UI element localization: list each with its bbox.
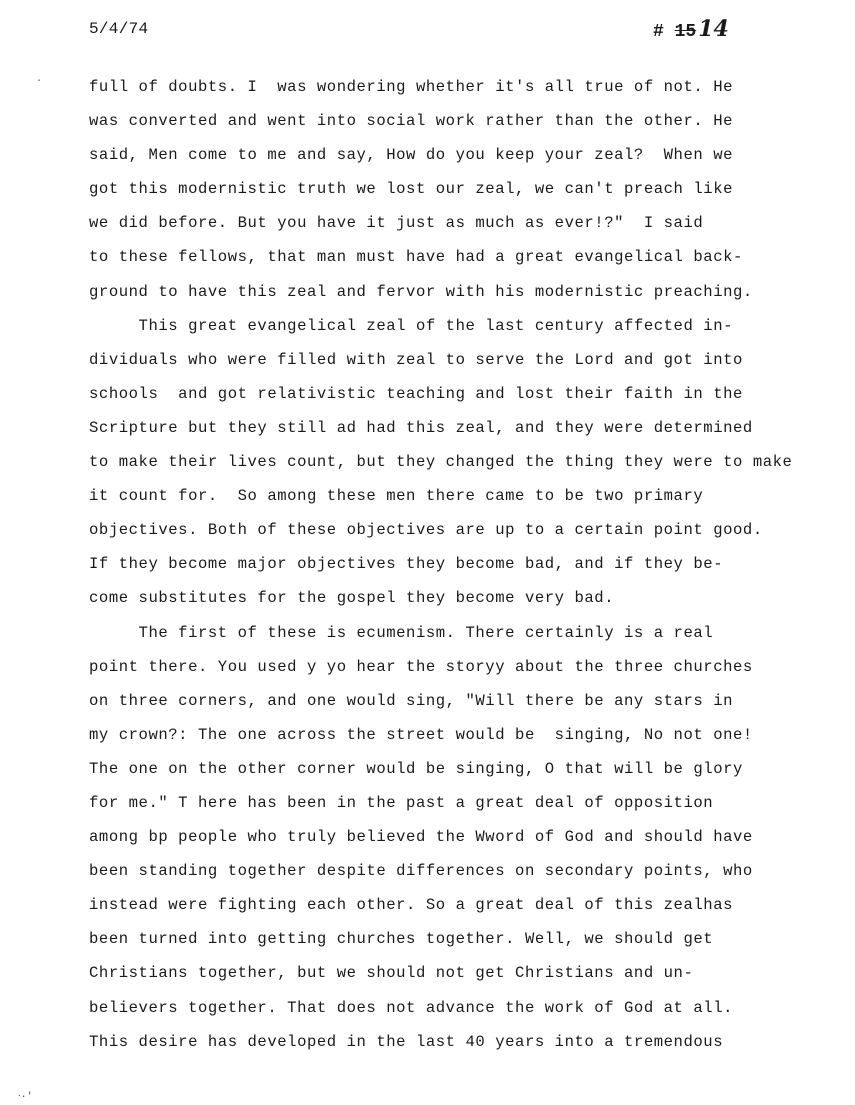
text-line: The first of these is ecumenism. There certainly is a real xyxy=(89,623,714,642)
text-line: among bp people who truly believed the Wword of God and should have xyxy=(89,828,753,847)
text-line: was converted and went into social work rather than the other. He xyxy=(89,112,734,131)
text-line: for me." T here has been in the past a great deal of opposition xyxy=(89,793,714,812)
text-line: ground to have this zeal and fervor with his modernistic preaching. xyxy=(89,282,753,301)
text-line: Christians together, but we should not get Christians and un- xyxy=(89,964,694,983)
text-line: instead were fighting each other. So a great deal of this zealhas xyxy=(89,896,734,915)
text-line: If they become major objectives they become bad, and if they be- xyxy=(89,555,724,574)
text-line: full of doubts. I was wondering whether it's all true of not. He xyxy=(89,78,734,96)
text-line: The one on the other corner would be singing, O that will be glory xyxy=(89,759,743,778)
page-date: 5/4/74 xyxy=(89,20,149,38)
text-line: said, Men come to me and say, How do you keep your zeal? When we xyxy=(89,146,734,165)
page-number-handwritten: 14 xyxy=(698,16,729,42)
text-line: to make their lives count, but they changed the thing they were to make xyxy=(89,453,793,472)
text-line: to these fellows, that man must have had a great evangelical back- xyxy=(89,248,743,267)
text-line: got this modernistic truth we lost our zeal, we can't preach like xyxy=(89,180,734,199)
page-number-prefix: # xyxy=(653,22,675,42)
text-line: This great evangelical zeal of the last century affected in- xyxy=(89,316,734,335)
body-text xyxy=(89,70,849,1059)
text-line: schools and got relativistic teaching and lost their faith in the xyxy=(89,384,743,403)
text-line: point there. You used y yo hear the storyy about the three churches xyxy=(89,657,753,676)
page-number-struck: 15 xyxy=(674,22,697,42)
page-number xyxy=(653,16,729,42)
text-line: dividuals who were filled with zeal to serve the Lord and got into xyxy=(89,350,743,369)
text-line: we did before. But you have it just as much as ever!?" I said xyxy=(89,214,704,233)
text-line: it count for. So among these men there came to be two primary xyxy=(89,487,704,506)
text-line: been turned into getting churches together. Well, we should get xyxy=(89,930,714,949)
stray-mark-bottom: ⸱·' xyxy=(18,1092,33,1103)
text-line: believers together. That does not advance the work of God at all. xyxy=(89,998,734,1017)
text-line: on three corners, and one would sing, "Will there be any stars in xyxy=(89,691,734,710)
text-line: been standing together despite differences on secondary points, who xyxy=(89,862,753,881)
stray-mark-top: · xyxy=(36,76,43,87)
text-line: come substitutes for the gospel they become very bad. xyxy=(89,589,615,608)
text-line: This desire has developed in the last 40 years into a tremendous xyxy=(89,1032,724,1051)
text-line: my crown?: The one across the street would be singing, No not one! xyxy=(89,725,753,744)
text-line: Scripture but they still ad had this zeal, and they were determined xyxy=(89,418,753,437)
text-line: objectives. Both of these objectives are up to a certain point good. xyxy=(89,521,763,540)
